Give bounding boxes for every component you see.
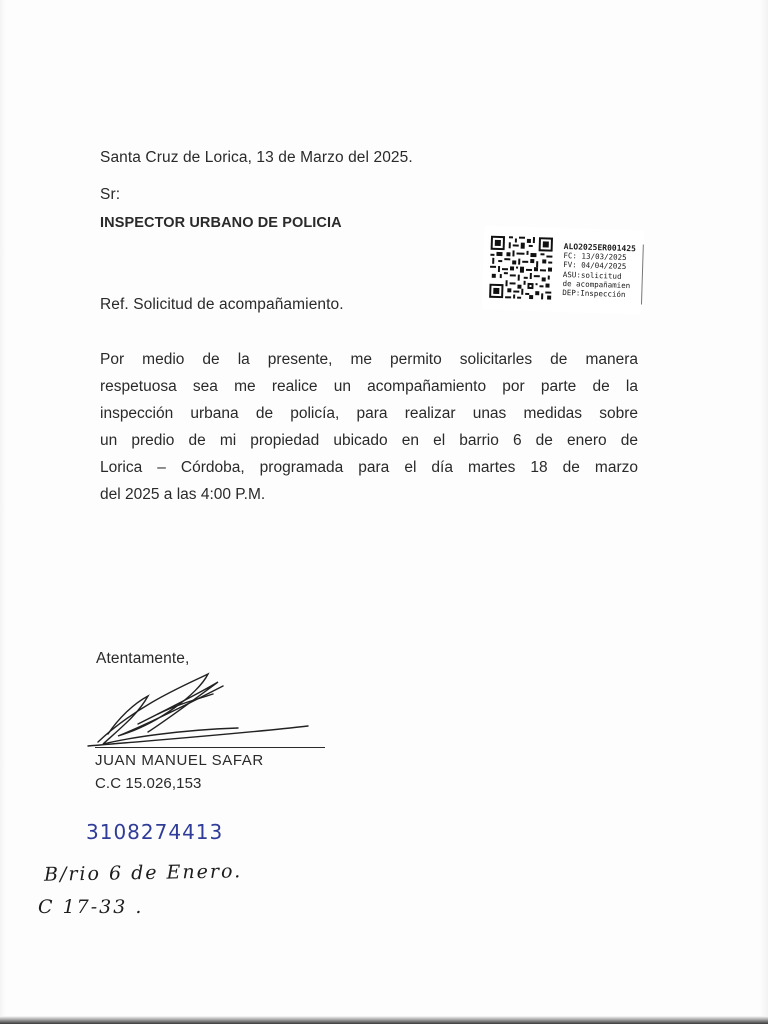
letter-body (100, 346, 638, 508)
body-line: Por medio de la presente, me permito solicitarles de manera (100, 351, 638, 368)
signer-name: JUAN MANUEL SAFAR (95, 752, 264, 769)
qr-code-icon (487, 234, 555, 302)
stamp-line: DEP:Inspección (562, 288, 626, 299)
closing: Atentamente, (96, 650, 190, 667)
place-date: Santa Cruz de Lorica, 13 de Marzo del 2025. (100, 149, 413, 166)
stamp-code: ALO2025ER001425 (563, 242, 637, 254)
body-line: Lorica – Córdoba, programada para el día martes 18 de marzo (100, 459, 638, 476)
stamp-text (562, 242, 636, 299)
signer-id: C.C 15.026,153 (95, 775, 202, 792)
body-line: un predio de mi propiedad ubicado en el barrio 6 de enero de (100, 432, 638, 449)
body-line: del 2025 a las 4:00 P.M. (100, 486, 266, 503)
page-edge (0, 1016, 768, 1024)
filing-stamp (482, 226, 645, 315)
signature-line (95, 747, 325, 748)
stamp-line: FC: 13/03/2025 (563, 251, 627, 263)
stamp-line: ASU:solicitud (562, 269, 622, 281)
stamp-line: FV: 04/04/2025 (563, 260, 627, 272)
signature-image (78, 664, 318, 754)
handwritten-note: C 17-33 . (38, 896, 144, 918)
body-line: inspección urbana de policía, para realizar unas medidas sobre (100, 405, 638, 422)
handwritten-note: B/rio 6 de Enero. (43, 860, 243, 886)
stamp-line: de acompañamien (562, 278, 631, 290)
body-line: respetuosa sea me realice un acompañamiento por parte de la (100, 378, 638, 395)
reference: Ref. Solicitud de acompañamiento. (100, 296, 344, 313)
recipient: INSPECTOR URBANO DE POLICIA (100, 215, 342, 231)
salutation: Sr: (100, 186, 121, 203)
handwritten-phone: 3108274413 (86, 820, 224, 844)
